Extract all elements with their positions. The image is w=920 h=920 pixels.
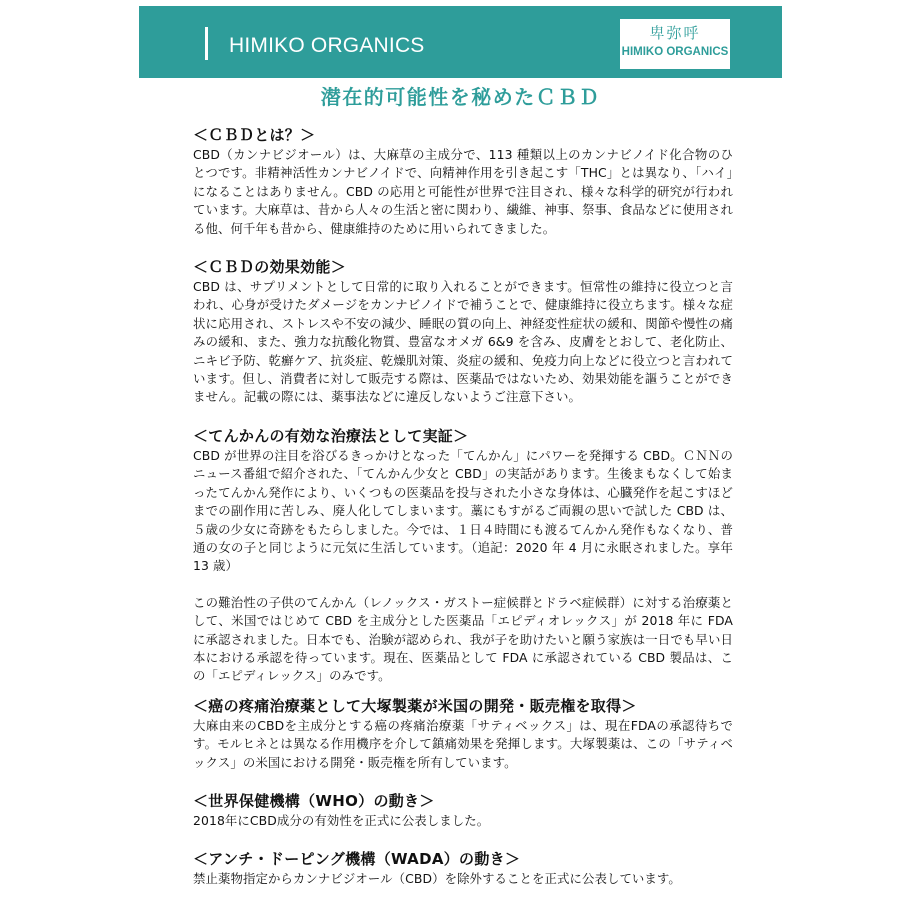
section-epilepsy: [193, 425, 733, 686]
logo-text: HIMIKO ORGANICS: [621, 46, 729, 58]
section-who: [193, 790, 733, 830]
section-paragraph: 大麻由来のCBDを主成分とする癌の疼痛治療薬「サティベックス」は、現在FDAの承認待ちです。モルヒネとは異なる作用機序を介して鎮痛効果を発揮します。大塚製薬は、この「サティベックス」の米国における開発・販売権を所有しています。: [193, 717, 733, 770]
brand-logo: [620, 19, 730, 69]
logo-kanji: 卑弥呼: [649, 24, 701, 42]
section-paragraph: CBD（カンナビジオール）は、大麻草の主成分で、113 種類以上のカンナビノイド化合物のひとつです。非精神活性カンナビノイドで、向精神作用を引き起こす「THC」とは異なり、「ハイ」になることはありません。CBD の応用と可能性が世界で注目され、様々な科学的研究が行われています。大麻草は、昔から人々の生活と密に関わり、繊維、神事、祭事、食品などに使用される他、何千年も昔から、健康維持のために用いられてきました。: [193, 147, 733, 236]
section-wada: [193, 848, 733, 888]
section-paragraph: CBD は、サプリメントとして日常的に取り入れることができます。恒常性の維持に役立つと言われ、心身が受けたダメージをカンナビノイドで補うことで、健康維持に役立ちます。様々な症状に応用され、ストレスや不安の減少、睡眠の質の向上、神経変性症状の緩和、関節や慢性の痛みの緩和、また、強力な抗酸化物質、豊富なオメガ 6&9 を含み、皮膚をとおして、老化防止、ニキビ予防、乾癬ケア、抗炎症、乾燥肌対策、炎症の緩和、免疫力向上などに役立つと言われています。但し、消費者に対して販売する際は、医薬品ではないため、効果効能を謳うことができません。記載の際には、薬事法などに違反しないようご注意下さい。: [193, 279, 733, 405]
section-heading: ＜てんかんの有効な治療法として実証＞: [193, 426, 469, 445]
document-body: [193, 124, 733, 889]
section-what-is-cbd: [193, 124, 733, 238]
section-heading: ＜世界保健機構（WHO）の動き＞: [193, 791, 435, 810]
header-banner: [139, 6, 782, 78]
section-heading: ＜ＣＢＤの効果効能＞: [193, 258, 347, 277]
section-paragraph: 禁止薬物指定からカンナビジオール（CBD）を除外することを正式に公表しています。: [193, 871, 681, 887]
section-paragraph: この難治性の子供のてんかん（レノックス・ガストー症候群とドラベ症候群）に対する治療薬として、米国ではじめて CBD を主成分とした医薬品「エピディオレックス」が 2018 年に FDA に承認されました。日本でも、治験が認められ、我が子を助けたいと願う家族は一日でも早い日本における承認を待っています。現在、医薬品として FDA に承認されている CBD 製品は、この「エピディレックス」のみです。: [193, 594, 733, 684]
page-title: 潜在的可能性を秘めたＣＢＤ: [320, 85, 601, 109]
section-heading: ＜ＣＢＤとは？＞: [193, 126, 316, 144]
header-title: HIMIKO ORGANICS: [229, 34, 425, 57]
header-divider: [205, 27, 208, 60]
section-cbd-effects: [193, 256, 733, 407]
section-cancer-pain: [193, 695, 733, 772]
section-heading: ＜アンチ・ドーピング機構（WADA）の動き＞: [193, 850, 521, 869]
section-paragraph: 2018年にCBD成分の有効性を正式に公表しました。: [193, 812, 490, 828]
section-heading: ＜癌の疼痛治療薬として大塚製薬が米国の開発・販売権を取得＞: [193, 696, 637, 715]
section-paragraph: CBD が世界の注目を浴びるきっかけとなった「てんかん」にパワーを発揮する CBD。ＣＮＮのニュース番組で紹介された、「てんかん少女と CBD」の実話があります。生後まもなくして始まったてんかん発作により、いくつもの医薬品を投与された小さな身体は、心臓発作を起こすほどまでの副作用に苦しみ、廃人化してしまいます。藁にもすがるご両親の思いで試した CBD は、５歳の少女に奇跡をもたらしました。今では、１日４時間にも渡るてんかん発作もなくなり、普通の女の子と同じように元気に生活しています。（追記：2020 年 4 月に永眠されました。享年 13 歳）: [193, 447, 733, 574]
